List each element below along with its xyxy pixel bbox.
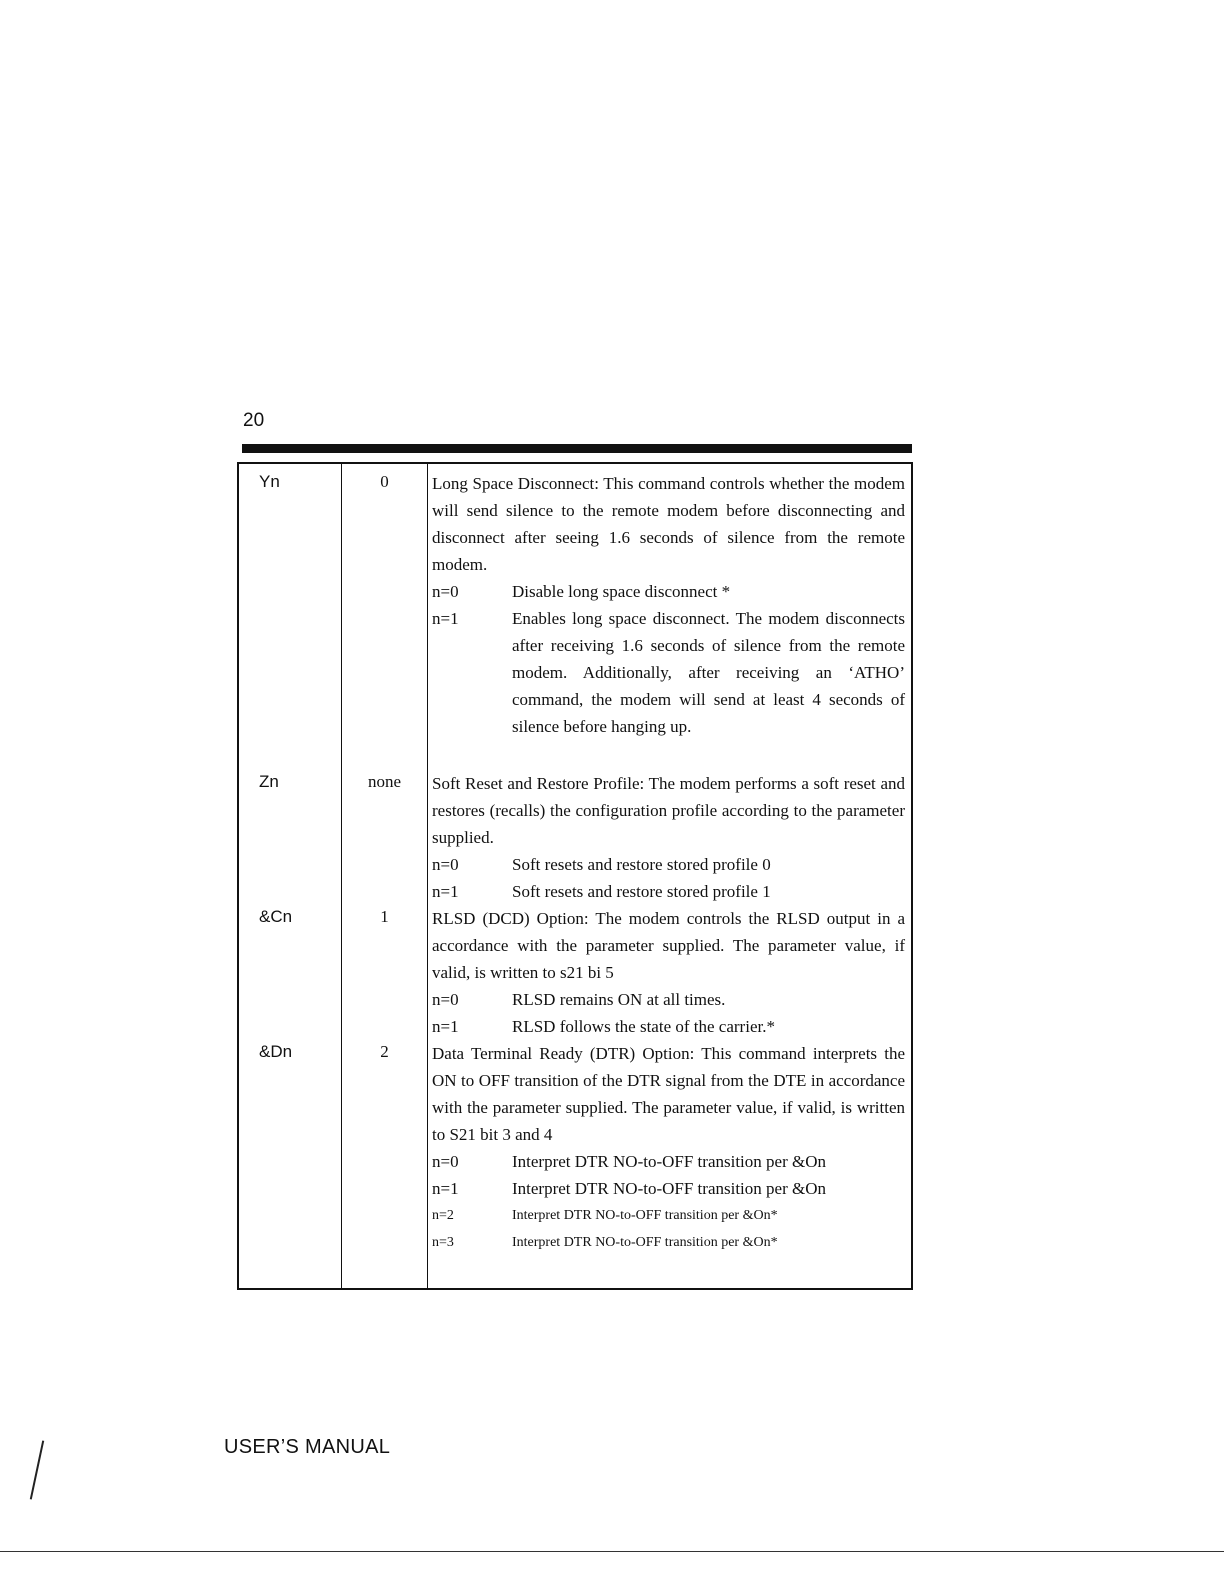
option-text: RLSD follows the state of the carrier.* [512,1017,775,1036]
option-row [432,1175,905,1202]
command-cn: &Cn [259,907,293,926]
default-dn: 2 [380,1042,389,1061]
option-row [432,878,905,905]
option-text: Interpret DTR NO-to-OFF transition per &On* [512,1235,778,1250]
default-yn: 0 [380,472,389,491]
command-dn: &Dn [259,1042,293,1061]
description-text: RLSD (DCD) Option: The modem controls the RLSD output in a accordance with the parameter supplied. The parameter value, if valid, is written to s21 bi 5 [432,909,905,982]
option-text: Soft resets and restore stored profile 1 [512,882,771,901]
option-text: RLSD remains ON at all times. [512,990,726,1009]
option-text: Soft resets and restore stored profile 0 [512,855,771,874]
option-row [432,986,905,1013]
description-yn [432,470,905,740]
command-column [239,464,342,1288]
description-column [428,464,911,1288]
option-row [432,1202,905,1229]
option-text: Interpret DTR NO-to-OFF transition per &On [512,1179,826,1198]
option-row [432,578,905,605]
option-text: Interpret DTR NO-to-OFF transition per &On [512,1152,826,1171]
option-key: n=1 [432,1017,459,1036]
command-table [237,462,913,1290]
description-cn [432,905,905,1040]
option-key: n=1 [432,882,459,901]
page-number: 20 [243,410,265,431]
default-column [342,464,428,1288]
option-key: n=0 [432,990,459,1009]
command-zn: Zn [259,772,279,791]
option-row [432,851,905,878]
command-yn: Yn [259,472,280,491]
margin-mark [30,1440,44,1499]
option-key: n=1 [432,1179,459,1198]
option-row [432,605,905,740]
description-dn [432,1040,905,1256]
option-text: Interpret DTR NO-to-OFF transition per &On* [512,1208,778,1223]
footer-title: USER’S MANUAL [224,1436,391,1458]
option-row [432,1229,905,1256]
option-text: Enables long space disconnect. The modem disconnects after receiving 1.6 seconds of silence from the remote modem. Additionally, after receiving an ‘ATHO’ command, the modem will send at least 4 seconds of silence before hanging up. [512,609,905,736]
header-rule [242,444,912,453]
scan-edge-line [0,1551,1224,1552]
option-key: n=0 [432,1152,459,1171]
option-key: n=3 [432,1235,454,1250]
default-zn: none [367,772,402,791]
option-key: n=0 [432,855,459,874]
description-text: Data Terminal Ready (DTR) Option: This command interprets the ON to OFF transition of the DTR signal from the DTE in accordance with the parameter supplied. The parameter value, if valid, is written to S21 bit 3 and 4 [432,1044,905,1144]
option-key: n=0 [432,582,459,601]
option-row [432,1013,905,1040]
option-key: n=2 [432,1208,454,1223]
default-cn: 1 [380,907,389,926]
description-zn [432,770,905,905]
description-text: Soft Reset and Restore Profile: The modem performs a soft reset and restores (recalls) the configuration profile according to the parameter supplied. [432,774,905,847]
option-row [432,1148,905,1175]
description-text: Long Space Disconnect: This command controls whether the modem will send silence to the remote modem before disconnecting and disconnect after seeing 1.6 seconds of silence from the remote modem. [432,474,905,574]
option-text: Disable long space disconnect * [512,582,731,601]
option-key: n=1 [432,609,459,628]
